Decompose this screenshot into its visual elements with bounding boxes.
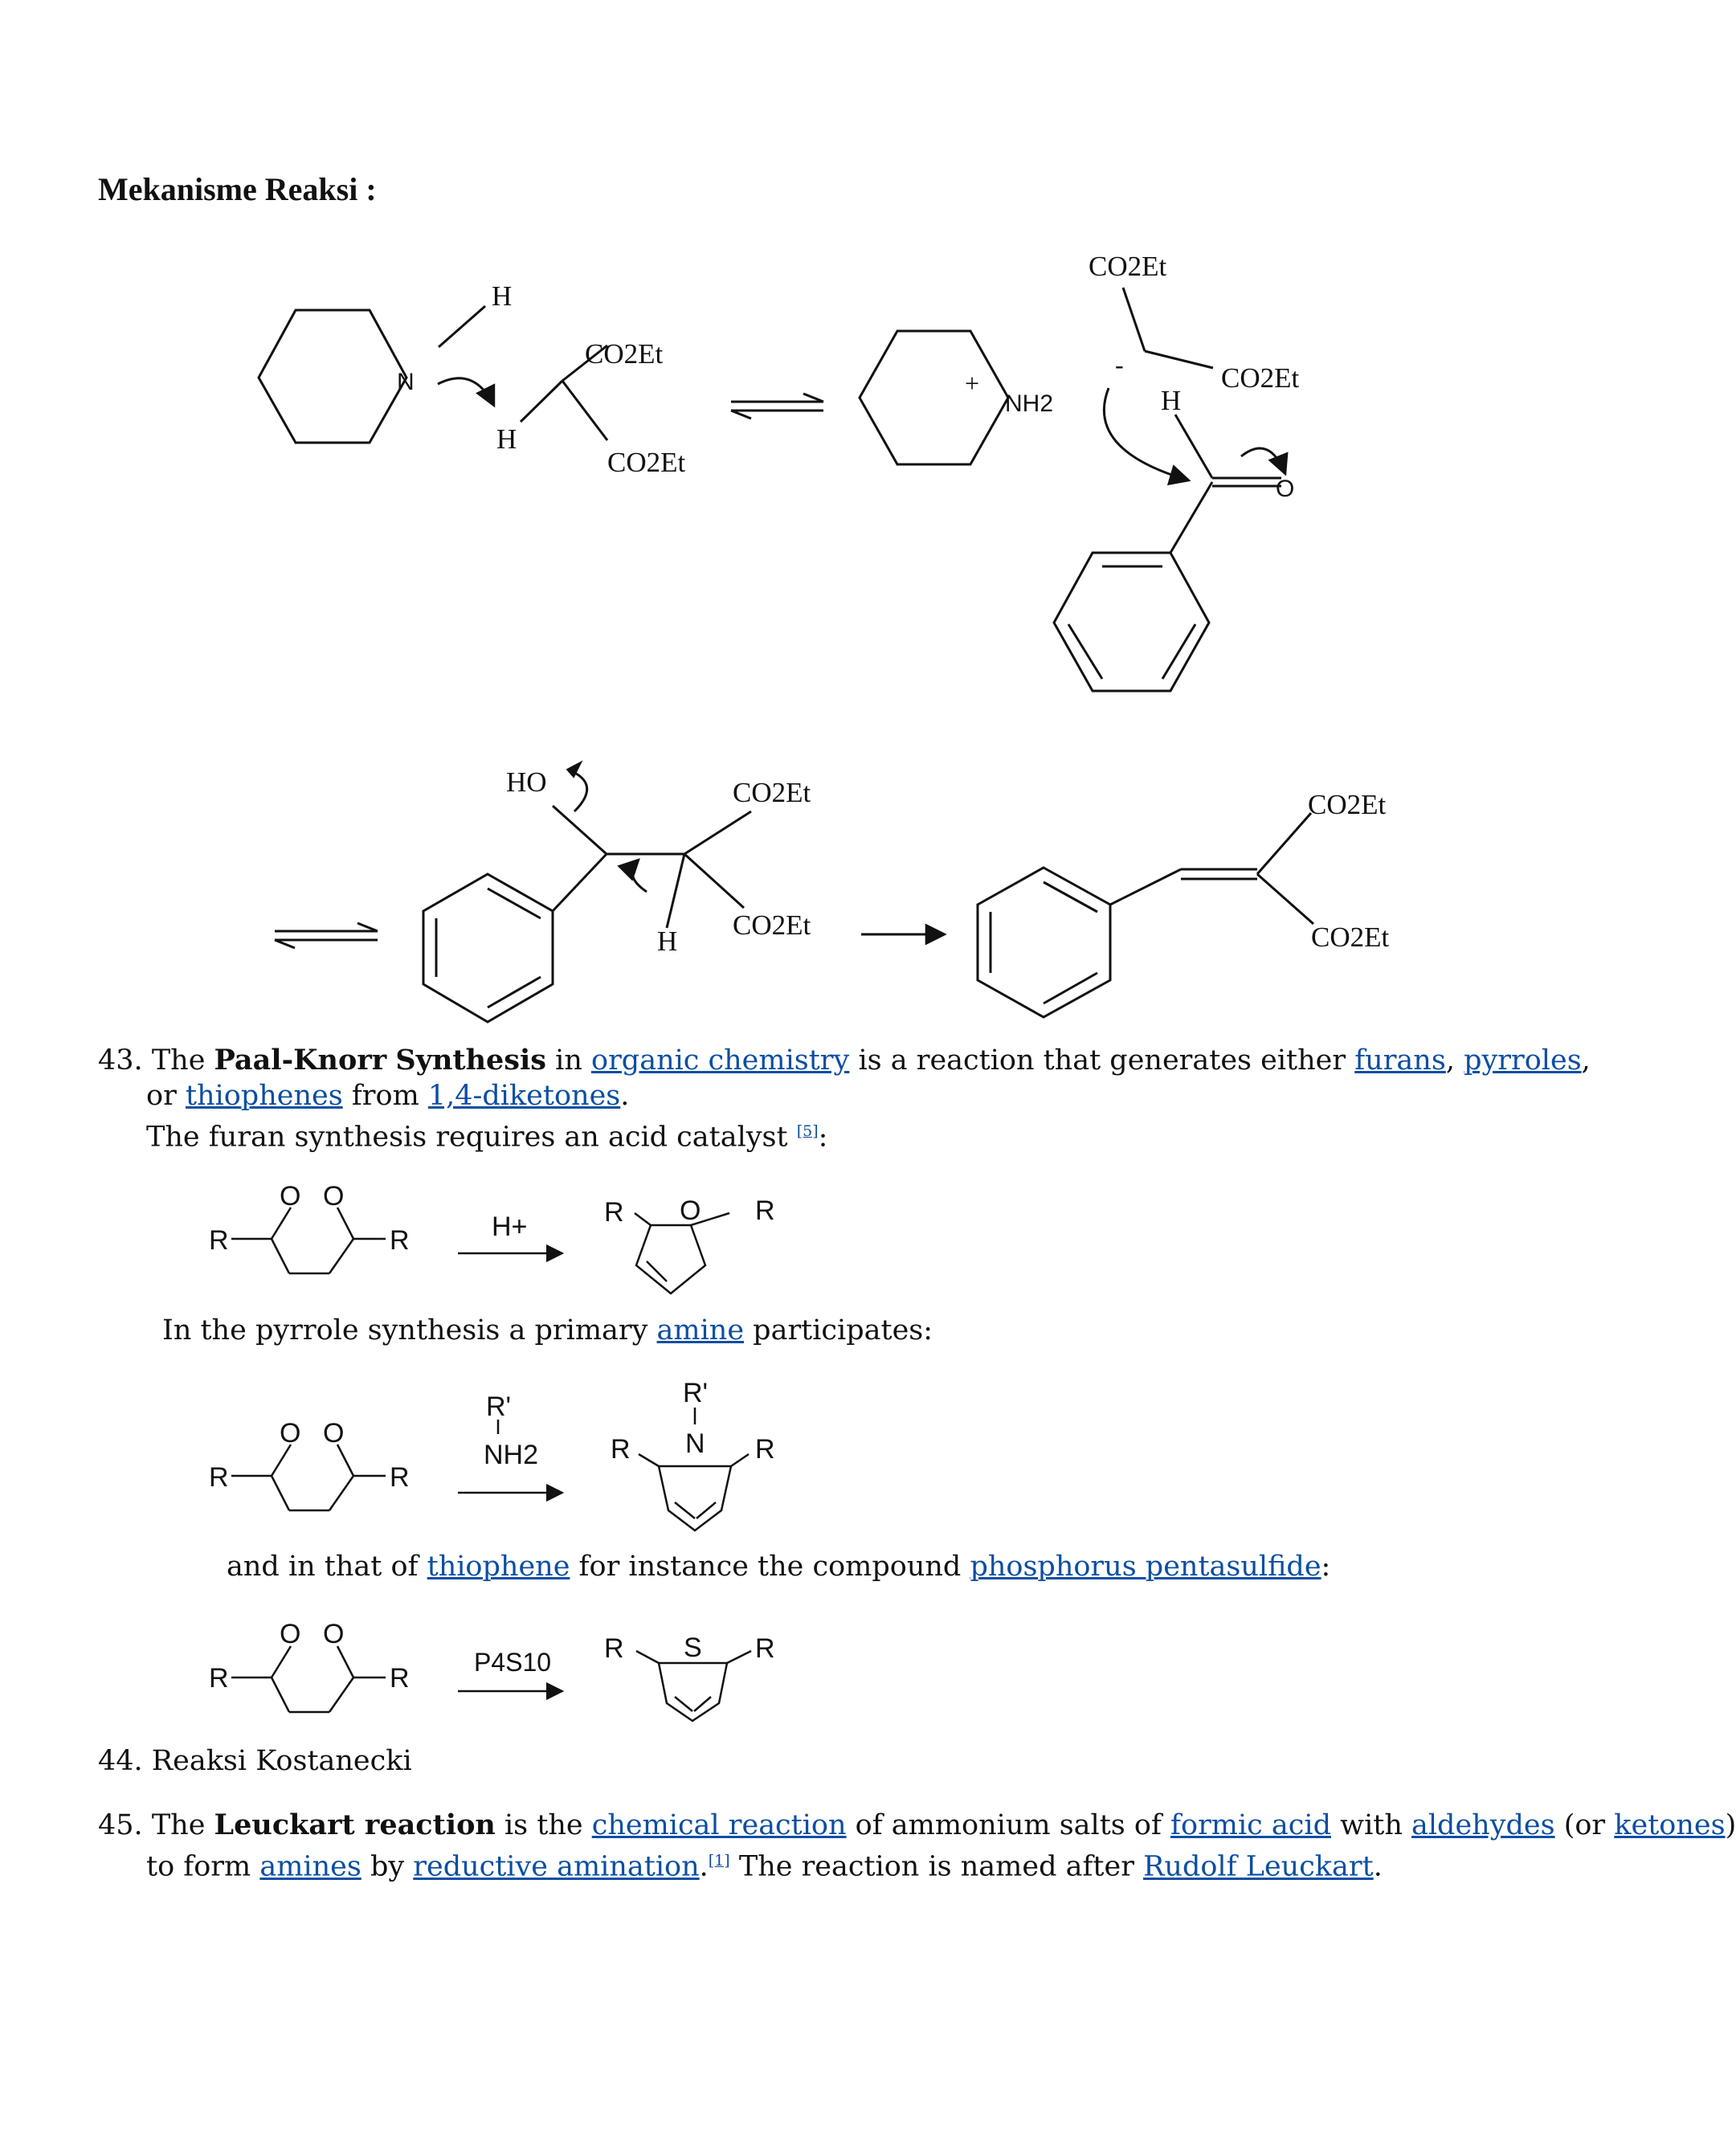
label-h-top: H bbox=[492, 280, 513, 312]
thiophene-product-s: S bbox=[684, 1633, 702, 1663]
curved-arrow-4 bbox=[568, 770, 587, 811]
ref-1[interactable]: [1] bbox=[708, 1852, 730, 1870]
label-n: N bbox=[397, 369, 415, 395]
link-formic-acid[interactable]: formic acid bbox=[1170, 1809, 1331, 1841]
leuckart-bold: Leuckart reaction bbox=[214, 1808, 496, 1841]
furan-r-right: R bbox=[390, 1225, 410, 1256]
pyrrole-reagent-bottom: NH2 bbox=[484, 1440, 539, 1470]
curved-arrow-5 bbox=[632, 860, 647, 892]
furan-product-r1: R bbox=[604, 1197, 624, 1228]
label-co2et-b: CO2Et bbox=[607, 447, 686, 478]
paal-knorr-bold: Paal-Knorr bbox=[214, 1044, 387, 1077]
thiophene-product-r1: R bbox=[604, 1633, 624, 1664]
label-o: O bbox=[1276, 476, 1295, 502]
curved-arrow-1 bbox=[438, 378, 494, 406]
link-amine[interactable]: amine bbox=[656, 1314, 745, 1346]
pyrrole-reagent-top: R' bbox=[486, 1391, 512, 1422]
piperidine-ring bbox=[259, 310, 406, 443]
label-co2et-e: CO2Et bbox=[733, 777, 811, 808]
label-co2et-h: CO2Et bbox=[1311, 921, 1390, 953]
benzene-ring-2 bbox=[423, 874, 553, 1022]
benzene-ring-3 bbox=[978, 868, 1110, 1017]
furan-product-r2: R bbox=[755, 1195, 775, 1226]
label-co2et-a: CO2Et bbox=[585, 338, 664, 370]
label-co2et-g: CO2Et bbox=[1308, 789, 1387, 820]
link-14-diketones[interactable]: 1,4-diketones bbox=[427, 1080, 621, 1112]
ref-5[interactable]: [5] bbox=[796, 1122, 819, 1140]
item45-line2: to form amines by reductive amination.[1] The reaction is named after Rudolf Leuckart. bbox=[146, 1850, 1383, 1883]
furan-ring bbox=[636, 1225, 705, 1293]
thiophene-product-r2: R bbox=[755, 1633, 775, 1664]
thiophene-sentence: and in that of thiophene for instance the compound phosphorus pentasulfide: bbox=[227, 1551, 1331, 1583]
furan-product-o: O bbox=[680, 1195, 701, 1226]
piperidinium-ring bbox=[860, 331, 1008, 464]
link-ketones[interactable]: ketones bbox=[1614, 1809, 1726, 1841]
link-furans[interactable]: furans bbox=[1354, 1044, 1446, 1077]
furan-o2: O bbox=[323, 1181, 345, 1212]
furan-o1: O bbox=[280, 1181, 301, 1212]
thiophene-ring bbox=[659, 1663, 727, 1721]
item43-line3: The furan synthesis requires an acid catalyst [5]: bbox=[146, 1121, 828, 1154]
link-aldehydes[interactable]: aldehydes bbox=[1411, 1809, 1555, 1841]
label-h-c: H bbox=[1161, 385, 1182, 416]
link-reductive-amination[interactable]: reductive amination bbox=[413, 1850, 700, 1883]
link-phosphorus-pentasulfide[interactable]: phosphorus pentasulfide bbox=[970, 1551, 1321, 1583]
pyrrole-r-right: R bbox=[390, 1462, 410, 1493]
label-minus: - bbox=[1115, 350, 1124, 379]
item45-line1: 45. The Leuckart reaction is the chemical reaction of ammonium salts of formic acid with aldehydes (or ketones) bbox=[98, 1808, 1736, 1841]
item43-line1: 43. The Paal-Knorr Synthesis in organic chemistry is a reaction that generates either furans, pyrroles, bbox=[98, 1044, 1591, 1077]
furan-r-left: R bbox=[209, 1225, 229, 1256]
pyrrole-ring bbox=[659, 1466, 731, 1530]
link-chemical-reaction[interactable]: chemical reaction bbox=[591, 1809, 847, 1841]
link-thiophene[interactable]: thiophene bbox=[427, 1551, 570, 1583]
pyrrole-o2: O bbox=[323, 1418, 345, 1449]
furan-reagent: H+ bbox=[492, 1212, 528, 1242]
synthesis-bold: Synthesis bbox=[395, 1044, 546, 1077]
pyrrole-product-r1: R bbox=[611, 1434, 631, 1465]
thiophene-o2: O bbox=[323, 1619, 345, 1649]
item43-line2: or thiophenes from 1,4-diketones. bbox=[146, 1080, 630, 1112]
pyrrole-sentence: In the pyrrole synthesis a primary amine participates: bbox=[162, 1314, 933, 1346]
pyrrole-o1: O bbox=[280, 1418, 301, 1449]
benzene-ring-1 bbox=[1054, 553, 1209, 691]
pyrrole-product-n: N bbox=[685, 1428, 705, 1459]
pyrrole-r-left: R bbox=[209, 1462, 229, 1493]
label-ho: HO bbox=[506, 766, 547, 798]
link-thiophenes[interactable]: thiophenes bbox=[185, 1080, 343, 1112]
link-pyrroles[interactable]: pyrroles bbox=[1464, 1044, 1582, 1077]
thiophene-r-right: R bbox=[390, 1663, 410, 1694]
pyrrole-product-r2: R bbox=[755, 1434, 775, 1465]
thiophene-reagent: P4S10 bbox=[474, 1648, 552, 1677]
label-plus: + bbox=[965, 369, 980, 398]
label-nh2: NH2 bbox=[1005, 390, 1054, 417]
furan-reaction bbox=[231, 1208, 729, 1293]
link-rudolf-leuckart[interactable]: Rudolf Leuckart bbox=[1143, 1850, 1374, 1883]
link-amines[interactable]: amines bbox=[259, 1850, 361, 1883]
item43-number: 43. bbox=[98, 1044, 143, 1077]
page-heading: Mekanisme Reaksi : bbox=[98, 171, 377, 207]
label-co2et-c: CO2Et bbox=[1089, 251, 1167, 282]
label-h-bottom: H bbox=[496, 423, 517, 455]
label-h: H bbox=[657, 926, 678, 957]
curved-arrow-3 bbox=[1241, 448, 1285, 474]
thiophene-r-left: R bbox=[209, 1663, 229, 1694]
pyrrole-product-rp: R' bbox=[683, 1378, 709, 1408]
label-co2et-d: CO2Et bbox=[1221, 362, 1300, 394]
item44: 44. Reaksi Kostanecki bbox=[98, 1745, 412, 1777]
thiophene-o1: O bbox=[280, 1619, 301, 1649]
link-organic-chemistry[interactable]: organic chemistry bbox=[591, 1044, 850, 1077]
label-co2et-f: CO2Et bbox=[733, 909, 811, 941]
